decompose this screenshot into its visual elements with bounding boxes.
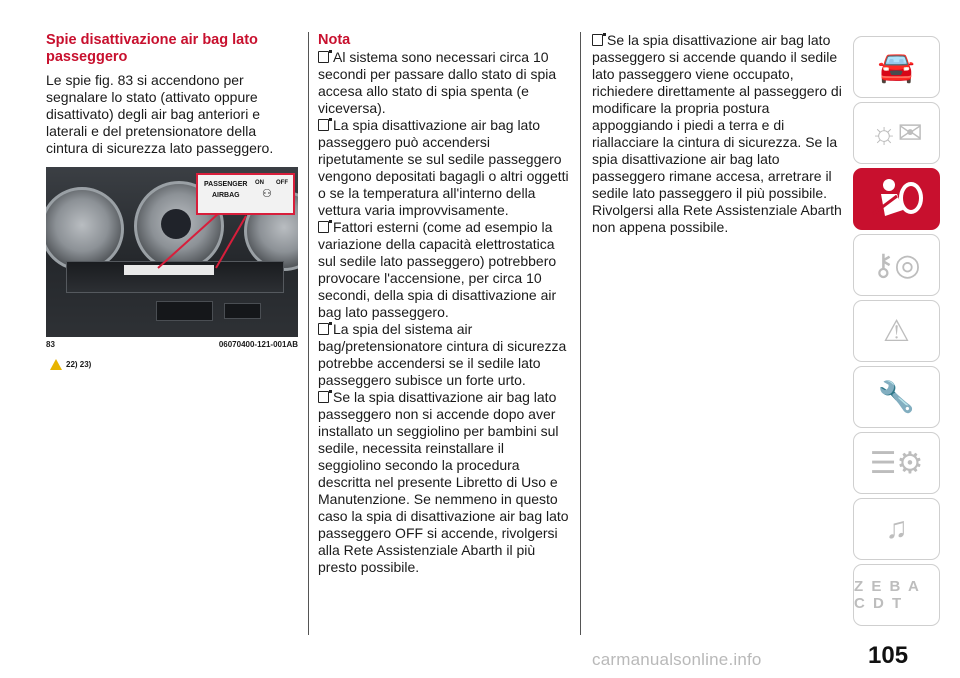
airbag-indicator-strip — [124, 265, 214, 275]
tab-emergency[interactable] — [853, 300, 940, 362]
note-bullet-icon — [318, 391, 329, 403]
warning-refs-text: 22) 23) — [66, 360, 92, 369]
figure-code: 06070400-121-001AB — [218, 340, 298, 349]
note-bullet-icon — [592, 34, 603, 46]
note-text: La spia disattivazione air bag lato passeggero può accendersi ripetutamente se sul sedile passeggero vengono depositati bagagli o altri oggetti o se la temperatura all'interno della vettura varia improvvisamente. — [318, 117, 569, 218]
callout-label-passenger: PASSENGER — [204, 181, 248, 188]
dashboard-figure — [46, 167, 298, 337]
airbag-seat-icon — [867, 176, 927, 222]
column-right — [592, 32, 844, 236]
note-bullet — [592, 32, 844, 236]
warning-references — [46, 359, 298, 370]
usb-slot — [156, 301, 213, 321]
nota-title: Nota — [318, 32, 351, 48]
car-wrench-icon: 🔧 — [877, 380, 916, 414]
tab-safety[interactable] — [853, 168, 940, 230]
figure-number: 83 — [46, 340, 55, 349]
warning-triangle-icon — [50, 359, 62, 370]
note-bullet-icon — [318, 51, 329, 63]
note-bullet-icon — [318, 323, 329, 335]
steering-key-icon: ⚷◎ — [872, 248, 921, 282]
column-left — [46, 32, 298, 370]
index-letters-icon: Z E B A C D T — [854, 578, 921, 612]
column-middle — [318, 32, 570, 576]
gauge-left — [46, 187, 124, 271]
note-bullet-icon — [318, 119, 329, 131]
note-bullet — [318, 219, 570, 321]
note-text: La spia del sistema air bag/pretensionatore cintura di sicurezza potrebbe accendersi se il sedile lato passeggero subisce un forte urto. — [318, 321, 567, 388]
note-bullet — [318, 389, 570, 576]
callout-label-airbag: AIRBAG — [212, 192, 240, 199]
note-text: Se la spia disattivazione air bag lato passeggero si accende quando il sedile lato passeggero viene occupato, richiedere direttamente al passeggero di modificare la propria postura appoggiando i piedi a terra e di riallacciare la cintura di sicurezza. Se la spia disattivazione air bag lato passeggero rimane accesa, arretrare il sedile lato passeggero il più possibile. Rivolgersi alla Rete Assistenziale Abarth non appena possibile. — [592, 32, 842, 235]
note-bullet — [318, 49, 570, 117]
intro-paragraph: Le spie fig. 83 si accendono per segnalare lo stato (attivato oppure disattivato) degli air bag anteriori e laterali e del pretensionatore della cintura di sicurezza lato passeggero. — [46, 72, 274, 156]
column-divider-2 — [580, 32, 581, 635]
passenger-airbag-off-icon: ⚇ — [262, 188, 272, 200]
figure-caption — [46, 340, 298, 349]
tab-warning-lights[interactable] — [853, 102, 940, 164]
note-text: Al sistema sono necessari circa 10 secondi per passare dallo stato di spia accesa allo stato di spia spenta (e viceversa). — [318, 49, 557, 116]
specs-gear-icon: ☰⚙ — [869, 446, 924, 480]
tab-maintenance[interactable] — [853, 366, 940, 428]
note-bullet — [318, 321, 570, 389]
callout-off-label: OFF — [276, 180, 288, 186]
column-divider-1 — [308, 32, 309, 635]
note-bullet — [318, 117, 570, 219]
section-title: Spie disattivazione air bag lato passeggero — [46, 32, 258, 65]
tab-index[interactable] — [853, 564, 940, 626]
tab-multimedia[interactable] — [853, 498, 940, 560]
aux-slot — [224, 303, 261, 319]
multimedia-icon: ♫ — [885, 512, 908, 545]
tab-car[interactable] — [853, 36, 940, 98]
note-text: Se la spia disattivazione air bag lato passeggero non si accende dopo aver installato un seggiolino per bambini sul sedile, necessita reinstallare il seggiolino secondo la procedura descritta nel presente Libretto di Uso e Manutenzione. Se nemmeno in questo caso la spia di disattivazione air bag lato passeggero OFF si accende, rivolgersi alla Rete Assistenziale Abarth il più presto possibile. — [318, 389, 569, 575]
breakdown-icon: ⚠ — [883, 314, 910, 348]
warning-lights-icon: ☼✉ — [870, 116, 923, 150]
gauge-center-hub — [161, 209, 191, 239]
note-bullet-icon — [318, 221, 329, 233]
note-text: Fattori esterni (come ad esempio la variazione della capacità elettrostatica sul sedile lato passeggero) potrebbero provocare l'accensione, per circa 10 secondi, della spia di disattivazione air bag lato passeggero. — [318, 219, 557, 320]
car-icon: 🚘 — [877, 50, 916, 84]
tab-starting-driving[interactable] — [853, 234, 940, 296]
page-number: 105 — [868, 642, 909, 669]
callout-on-label: ON — [255, 180, 264, 186]
passenger-airbag-callout — [196, 173, 295, 215]
watermark: carmanualsonline.info — [592, 650, 762, 669]
tab-technical-data[interactable] — [853, 432, 940, 494]
